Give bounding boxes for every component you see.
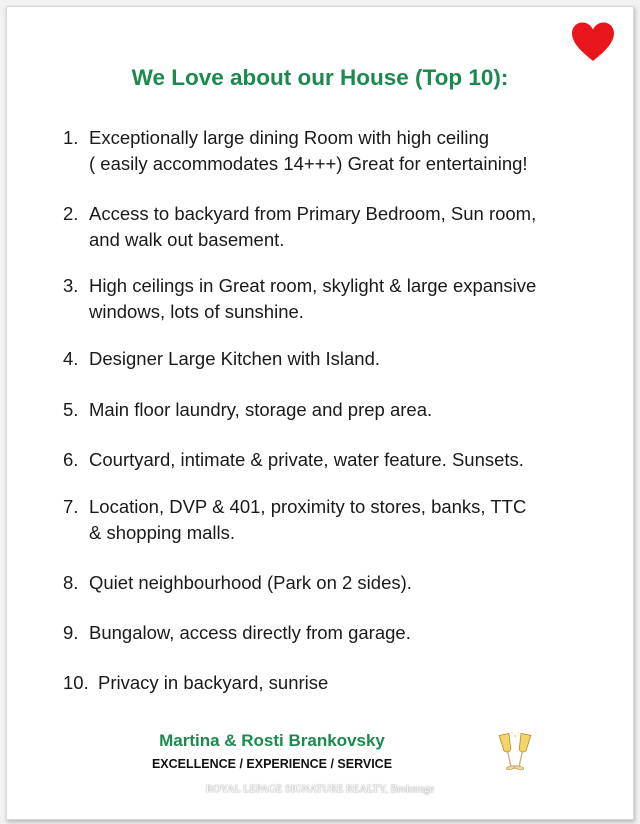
list-item: [63, 346, 623, 372]
item-number: 10.: [63, 672, 89, 693]
item-number: 5.: [63, 399, 79, 420]
item-text-continued: windows, lots of sunshine.: [89, 301, 304, 322]
item-number: 8.: [63, 572, 79, 593]
item-number: 2.: [63, 203, 79, 224]
agent-tagline: EXCELLENCE / EXPERIENCE / SERVICE: [151, 757, 393, 771]
list-item: [63, 570, 623, 596]
heart-icon: [570, 21, 616, 63]
item-number: 4.: [63, 348, 79, 369]
item-text: High ceilings in Great room, skylight & large expansive: [89, 275, 537, 296]
agent-names: Martina & Rosti Brankovsky: [159, 731, 385, 750]
list-item: [63, 620, 623, 646]
item-text: Designer Large Kitchen with Island.: [89, 348, 381, 369]
list-item: [63, 273, 623, 325]
item-text: Courtyard, intimate & private, water feature. Sunsets.: [89, 449, 524, 470]
item-text: Main floor laundry, storage and prep area.: [89, 399, 433, 420]
item-text: Location, DVP & 401, proximity to stores, banks, TTC: [89, 496, 527, 517]
champagne-glasses-icon: [498, 731, 532, 775]
item-number: 6.: [63, 449, 79, 470]
item-number: 9.: [63, 622, 79, 643]
item-text-continued: ( easily accommodates 14+++) Great for entertaining!: [89, 153, 528, 174]
list-item: [63, 125, 623, 177]
item-number: 3.: [63, 275, 79, 296]
document-page: [6, 6, 634, 820]
item-number: 1.: [63, 127, 79, 148]
item-number: 7.: [63, 496, 79, 517]
list-item: [63, 447, 623, 473]
brokerage-watermark: ROYAL LEPAGE SIGNATURE REALTY, Brokerage: [205, 784, 435, 795]
item-text-continued: and walk out basement.: [89, 229, 285, 250]
list-item: [63, 670, 623, 696]
item-text: Bungalow, access directly from garage.: [89, 622, 411, 643]
item-text: Privacy in backyard, sunrise: [98, 672, 329, 693]
list-item: [63, 397, 623, 423]
list-item: [63, 201, 623, 253]
item-text: Access to backyard from Primary Bedroom, Sun room,: [89, 203, 537, 224]
item-text-continued: & shopping malls.: [89, 522, 236, 543]
item-text: Exceptionally large dining Room with high ceiling: [89, 127, 490, 148]
page-title: We Love about our House (Top 10):: [131, 65, 509, 90]
item-text: Quiet neighbourhood (Park on 2 sides).: [89, 572, 412, 593]
list-item: [63, 494, 623, 546]
